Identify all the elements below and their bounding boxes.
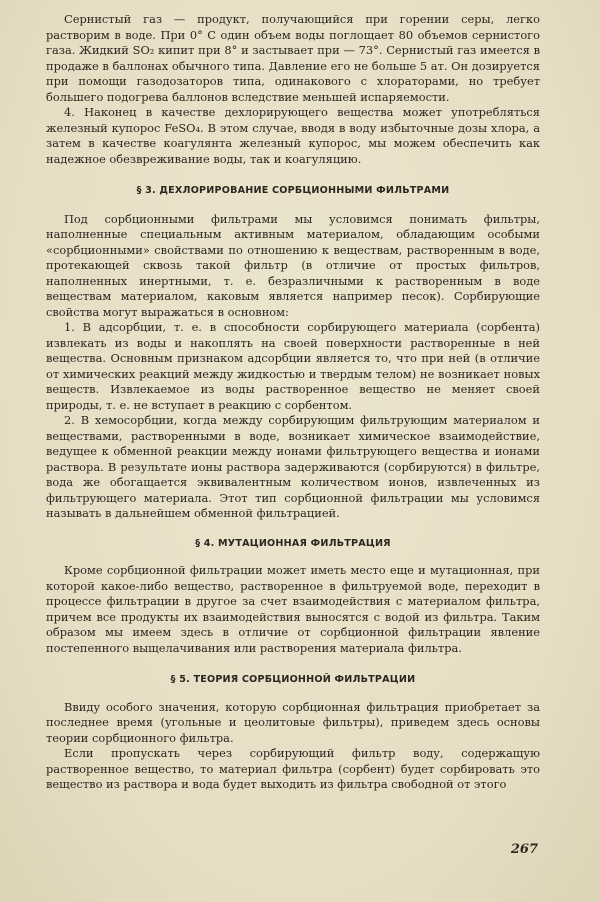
text-column [46,12,540,793]
section-heading-4: § 4. МУТАЦИОННАЯ ФИЛЬТРАЦИЯ [195,537,391,549]
page-number: 267 [510,842,538,857]
paragraph-sorption-intro: Под сорбционными фильтрами мы условимся понимать фильтры, наполненные специальным активным материалом, обладающим особыми «сорбционными» свойствами по отношению к веществам, растворенным в воде, протекающей сквозь такой фильтр (в отличие от простых фильтров, наполненных инертными, т. е. безразличными к растворенным в воде веществам материалом, каковым является например песок). Сорбирующие свойства могут выражаться в основном: [46,211,540,319]
paragraph-adsorption: 1. В адсорбции, т. е. в способности сорбирующего материала (сорбента) извлекать из воды и накоплять на своей поверхности растворенные в ней вещества. Основным признаком адсорбции является то, что при ней (в отличие от химических реакций между жидкостью и твердым телом) не возникает новых веществ. Извлекаемое из воды растворенное вещество не меняет своей природы, т. е. не вступает в реакцию с сорбентом. [46,320,540,412]
section-heading-5: § 5. ТЕОРИЯ СОРБЦИОННОЙ ФИЛЬТРАЦИИ [170,674,416,685]
section-heading-3: § 3. ДЕХЛОРИРОВАНИЕ СОРБЦИОННЫМИ ФИЛЬТРАМИ [136,185,450,196]
paragraph-theory: Ввиду особого значения, которую сорбционная фильтрация приобретает за последнее время (угольные и цеолитовые фильтры), приведем здесь основы теории сорбционного фильтра. [46,699,540,745]
paragraph-iron-sulfate: 4. Наконец в качестве дехлорирующего вещества может употребляться железный купорос FeSO₄. В этом случае, вводя в воду избыточные дозы хлора, а затем в качестве коагулянта железный купорос, мы можем обеспечить как надежное обезвреживание воды, так и коагуляцию. [46,105,540,166]
paragraph-mutation: Кроме сорбционной фильтрации может иметь место еще и мутационная, при которой какое-либо вещество, растворенное в фильтруемой воде, переходит в процессе фильтрации в другое за счет взаимодействия с материалом фильтра, причем все продукты их взаимодействия выносятся с водой из фильтра. Таким образом мы имеем здесь в отличие от сорбционной фильтрации явление постепенного выщелачивания или растворения материала фильтра. [46,563,540,655]
paragraph-chemisorption: 2. В хемосорбции, когда между сорбирующим фильтрующим материалом и веществами, растворенными в воде, возникает химическое взаимодействие, ведущее к обменной реакции между ионами фильтрующего вещества и ионами раствора. В результате ионы раствора задерживаются (сорбируются) в фильтре, вода же обогащается эквивалентным количеством ионов, извлеченных из фильтрующего материала. Этот тип сорбционной фильтрации мы условимся называть в дальнейшем обменной фильтрацией. [46,413,540,520]
paragraph-last: Если пропускать через сорбирующий фильтр воду, содержащую растворенное вещество, то материал фильтра (сорбент) будет сорбировать это вещество из раствора и вода будет выходить из фильтра свободной от этого [46,746,540,791]
paragraph-sulfur-dioxide: Сернистый газ — продукт, получающийся при горении серы, легко растворим в воде. При 0° С один объем воды поглощает 80 объемов сернистого газа. Жидкий SO₂ кипит при 8° и застывает при — 73°. Сернистый газ имеется в продаже в баллонах обычного типа. Давление его не больше 5 ат. Он дозируется при помощи газодозаторов типа, одинакового с хлораторами, но требует большего подогрева баллонов вследствие меньшей испаряемости. [46,12,540,104]
